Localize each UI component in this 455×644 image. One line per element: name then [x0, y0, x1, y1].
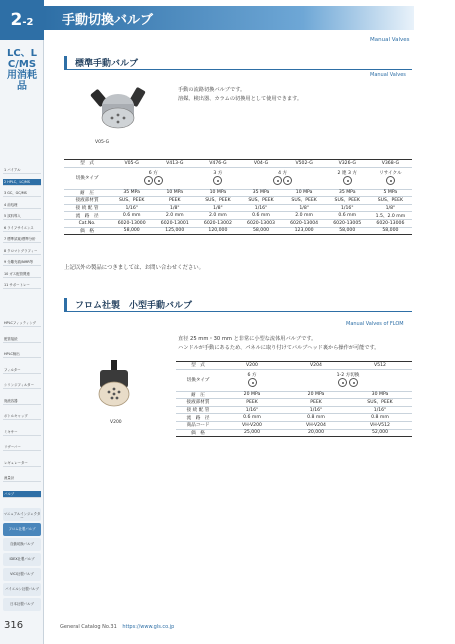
sidebar-item[interactable]: 11 サポートレー: [3, 282, 41, 289]
tubing-cell: 1/16": [348, 406, 412, 414]
table-header-row: [176, 362, 412, 370]
section2-title: フロム社製 小型手動バルブ: [75, 301, 193, 311]
tubing-cell: 1/16": [220, 406, 284, 414]
valve-port-icon: [273, 176, 282, 185]
valve-port-icon: [213, 176, 222, 185]
valve-port-icon: [343, 176, 352, 185]
footer-url[interactable]: https://www.gls.co.jp: [122, 624, 175, 630]
sidebar-product-item[interactable]: マニュアルインジェクター: [3, 508, 41, 521]
valve-port-icon: [386, 176, 395, 185]
valve-photo-v200: [90, 360, 138, 410]
pressure-cell: 35 MPa: [239, 189, 282, 197]
row-label: 価 格: [176, 429, 220, 437]
catno-row: [64, 219, 412, 227]
tubing-cell: 1/8": [153, 204, 196, 212]
catno-cell: 6020-13004: [283, 219, 326, 227]
section2-subtitle: Manual Valves of FLOM: [346, 321, 404, 327]
photo-label-v200: V200: [110, 420, 122, 425]
switch-label: リサイクル: [379, 170, 402, 176]
switch-cell: 1-2 方切換: [284, 369, 412, 391]
row-label: 流 路 径: [64, 212, 110, 220]
bore-cell: 0.8 mm: [348, 414, 412, 422]
page-subtitle: Manual Valves: [370, 37, 410, 43]
valve-port-icon: [349, 378, 358, 387]
sidebar-product-item[interactable]: 自動切換バルブ: [3, 538, 41, 551]
code-cell: VH-V204: [284, 421, 348, 429]
sidebar-product-item[interactable]: バイエルン社製バルブ: [3, 583, 41, 596]
price-row: [176, 429, 412, 437]
material-row: [64, 197, 412, 205]
bore-cell: 0.8 mm: [284, 414, 348, 422]
row-label: 接 続 配 管: [64, 204, 110, 212]
model-cell: V368-G: [369, 160, 412, 168]
model-cell: V200: [220, 362, 284, 370]
row-label: 切換タイプ: [64, 167, 110, 189]
pressure-cell: 30 MPa: [348, 391, 412, 399]
row-label: 切換タイプ: [176, 369, 220, 391]
chapter-badge: 2-2: [0, 0, 44, 40]
material-cell: SUS、PEEK: [283, 197, 326, 205]
sidebar-subitem[interactable]: 流量計: [3, 475, 41, 482]
sidebar-item[interactable]: 10 ガス配管関連: [3, 271, 41, 278]
price-cell: 52,000: [348, 429, 412, 437]
section2-heading: [64, 298, 412, 312]
switch-cell: [110, 167, 196, 189]
code-cell: VH-V200: [220, 421, 284, 429]
bore-cell: 2.0 mm: [153, 212, 196, 220]
sidebar-subitem[interactable]: ボトルキャップ: [3, 413, 41, 420]
model-cell: V204: [284, 362, 348, 370]
model-cell: V326-G: [326, 160, 369, 168]
catno-cell: 6020-13003: [239, 219, 282, 227]
sidebar-item[interactable]: 9 分離充填/NMR等: [3, 259, 41, 266]
tubing-row: [64, 204, 412, 212]
material-cell: PEEK: [284, 399, 348, 407]
switch-type-row: [176, 369, 412, 391]
pressure-cell: 5 MPa: [369, 189, 412, 197]
footer: [60, 624, 174, 630]
model-cell: V04-G: [239, 160, 282, 168]
price-cell: 58,000: [326, 227, 369, 235]
section1-title: 標準手動バルブ: [75, 59, 139, 69]
spec-table-flom: [176, 361, 412, 437]
switch-label: 4 方: [278, 170, 288, 176]
bore-row: [64, 212, 412, 220]
pressure-cell: 35 MPa: [110, 189, 153, 197]
sidebar-subitem[interactable]: 配管接続: [3, 336, 41, 343]
row-label: 耐 圧: [64, 189, 110, 197]
sidebar-subitem[interactable]: フィルター: [3, 367, 41, 374]
model-cell: V502-G: [283, 160, 326, 168]
row-label: 価 格: [64, 227, 110, 235]
switch-cell: 6 方: [220, 369, 284, 391]
valve-port-icon: [248, 378, 257, 387]
sidebar-subitem[interactable]: リザーバー: [3, 444, 41, 451]
material-cell: SUS、PEEK: [348, 399, 412, 407]
pressure-cell: 10 MPa: [283, 189, 326, 197]
switch-label: 6 方: [148, 170, 158, 176]
tubing-cell: 1/16": [284, 406, 348, 414]
row-label: 接 続 配 管: [176, 406, 220, 414]
sidebar-item[interactable]: 3 GC、GC/MS: [3, 190, 41, 197]
material-cell: PEEK: [153, 197, 196, 205]
material-row: [176, 399, 412, 407]
catno-cell: 6020-13006: [369, 219, 412, 227]
tubing-cell: 1/16": [326, 204, 369, 212]
tubing-cell: 1/16": [110, 204, 153, 212]
tubing-cell: 1/8": [196, 204, 239, 212]
bore-row: [176, 414, 412, 422]
catno-cell: 6020-13001: [153, 219, 196, 227]
valve-port-icon: [154, 176, 163, 185]
sidebar-product-item[interactable]: IDEX社製バルブ: [3, 553, 41, 566]
desc-line: 溶媒、検出器、カラムの切換用として使用できます。: [178, 95, 303, 102]
chapter-vertical-title: LC、LC/MS用消耗品: [6, 48, 38, 92]
sidebar: [0, 0, 44, 644]
sidebar-subitem[interactable]: バルブ: [3, 491, 41, 498]
price-cell: 58,000: [239, 227, 282, 235]
sidebar-product-item[interactable]: フロム社製バルブ: [3, 523, 41, 536]
valve-photo-v05g: [88, 84, 150, 136]
sidebar-subitem[interactable]: シリンジフィルター: [3, 382, 41, 389]
code-row: [176, 421, 412, 429]
row-label: 耐 圧: [176, 391, 220, 399]
row-label: 接液部材質: [64, 197, 110, 205]
switch-cell: [326, 167, 369, 189]
sidebar-item[interactable]: 6 ライフサイエンス: [3, 225, 41, 232]
sidebar-subitem[interactable]: HPLC検出: [3, 351, 41, 358]
sidebar-subitem[interactable]: 廃液容器: [3, 398, 41, 405]
sidebar-item[interactable]: 8 クロマトグラフィー: [3, 248, 41, 255]
switch-cell: [239, 167, 325, 189]
photo-label-v05g: V05-G: [95, 140, 110, 145]
model-cell: V512: [348, 362, 412, 370]
switch-cell: [369, 167, 412, 189]
catno-cell: 6020-13000: [110, 219, 153, 227]
price-cell: 123,000: [283, 227, 326, 235]
price-cell: 58,000: [110, 227, 153, 235]
switch-type-row: [64, 167, 412, 189]
footer-catalog: General Catalog No.31: [60, 624, 117, 630]
price-cell: 20,000: [284, 429, 348, 437]
material-cell: SUS、PEEK: [326, 197, 369, 205]
price-cell: 120,000: [196, 227, 239, 235]
bore-cell: 1.5、2.0 mm: [369, 212, 412, 220]
pressure-row: [176, 391, 412, 399]
code-cell: VH-V512: [348, 421, 412, 429]
row-label: 型 式: [64, 160, 110, 168]
material-cell: SUS、PEEK: [196, 197, 239, 205]
page-header: [44, 6, 414, 30]
sidebar-product-item[interactable]: 日本社製バルブ: [3, 598, 41, 611]
tubing-row: [176, 406, 412, 414]
sidebar-item[interactable]: 4 前処理: [3, 202, 41, 209]
material-cell: SUS、PEEK: [239, 197, 282, 205]
model-cell: V413-G: [153, 160, 196, 168]
tubing-cell: 1/16": [239, 204, 282, 212]
model-cell: V05-G: [110, 160, 153, 168]
row-label: 商品コード: [176, 421, 220, 429]
tubing-cell: 1/8": [283, 204, 326, 212]
page-title: 手動切換バルブ: [62, 13, 154, 28]
sidebar-subitem[interactable]: ミキサー: [3, 429, 41, 436]
pressure-cell: 10 MPa: [196, 189, 239, 197]
pressure-row: [64, 189, 412, 197]
catno-cell: 6020-13002: [196, 219, 239, 227]
switch-cell: [196, 167, 239, 189]
pressure-cell: 20 MPa: [284, 391, 348, 399]
model-cell: V476-G: [196, 160, 239, 168]
desc-line: 直径 25 mm・30 mm と非常に小型な流体用バルブです。: [178, 336, 317, 342]
section1-description: [178, 86, 302, 103]
desc-line: 手動の流路切換バルブです。: [178, 87, 246, 93]
section2-description: [178, 335, 379, 352]
sidebar-subitem[interactable]: HPLCフィッティング: [3, 320, 41, 327]
section1-heading: [64, 56, 412, 70]
bore-cell: 0.6 mm: [326, 212, 369, 220]
row-label: 接液部材質: [176, 399, 220, 407]
tubing-cell: 1/8": [369, 204, 412, 212]
row-label: Cat.No.: [64, 219, 110, 227]
bore-cell: 0.6 mm: [220, 414, 284, 422]
price-cell: 25,000: [220, 429, 284, 437]
page-number: 316: [4, 620, 24, 631]
material-cell: SUS、PEEK: [110, 197, 153, 205]
section1-note: 上記以外の製品につきましては、お問い合わせください。: [64, 265, 205, 271]
bore-cell: 0.6 mm: [239, 212, 282, 220]
material-cell: PEEK: [220, 399, 284, 407]
row-label: 流 路 径: [176, 414, 220, 422]
sidebar-item[interactable]: 5 試料導入: [3, 213, 41, 220]
price-cell: 58,000: [369, 227, 412, 235]
price-cell: 125,000: [153, 227, 196, 235]
sidebar-product-item[interactable]: VICI社製バルブ: [3, 568, 41, 581]
sidebar-item[interactable]: 1 バイアル: [3, 167, 41, 174]
sidebar-subitem[interactable]: レギュレーター: [3, 460, 41, 467]
bore-cell: 2.0 mm: [283, 212, 326, 220]
desc-line: ハンドルが手動にあるため、パネルに取り付けてバルブヘッド裏から操作が可能です。: [178, 344, 380, 351]
pressure-cell: 10 MPa: [153, 189, 196, 197]
switch-label: 2 連 3 方: [337, 170, 357, 176]
valve-port-icon: [283, 176, 292, 185]
material-cell: SUS、PEEK: [369, 197, 412, 205]
pressure-cell: 35 MPa: [326, 189, 369, 197]
table-header-row: [64, 160, 412, 168]
sidebar-item[interactable]: 2 HPLC、LC/MS: [3, 179, 41, 186]
bore-cell: 0.6 mm: [110, 212, 153, 220]
section1-subtitle: Manual Valves: [370, 72, 406, 78]
sidebar-item[interactable]: 7 標準試薬/標準分析: [3, 236, 41, 243]
spec-table-standard: [64, 159, 412, 235]
switch-label: 3 方: [213, 170, 223, 176]
pressure-cell: 20 MPa: [220, 391, 284, 399]
price-row: [64, 227, 412, 235]
valve-port-icon: [338, 378, 347, 387]
row-label: 型 式: [176, 362, 220, 370]
bore-cell: 2.0 mm: [196, 212, 239, 220]
valve-port-icon: [144, 176, 153, 185]
catno-cell: 6020-13005: [326, 219, 369, 227]
